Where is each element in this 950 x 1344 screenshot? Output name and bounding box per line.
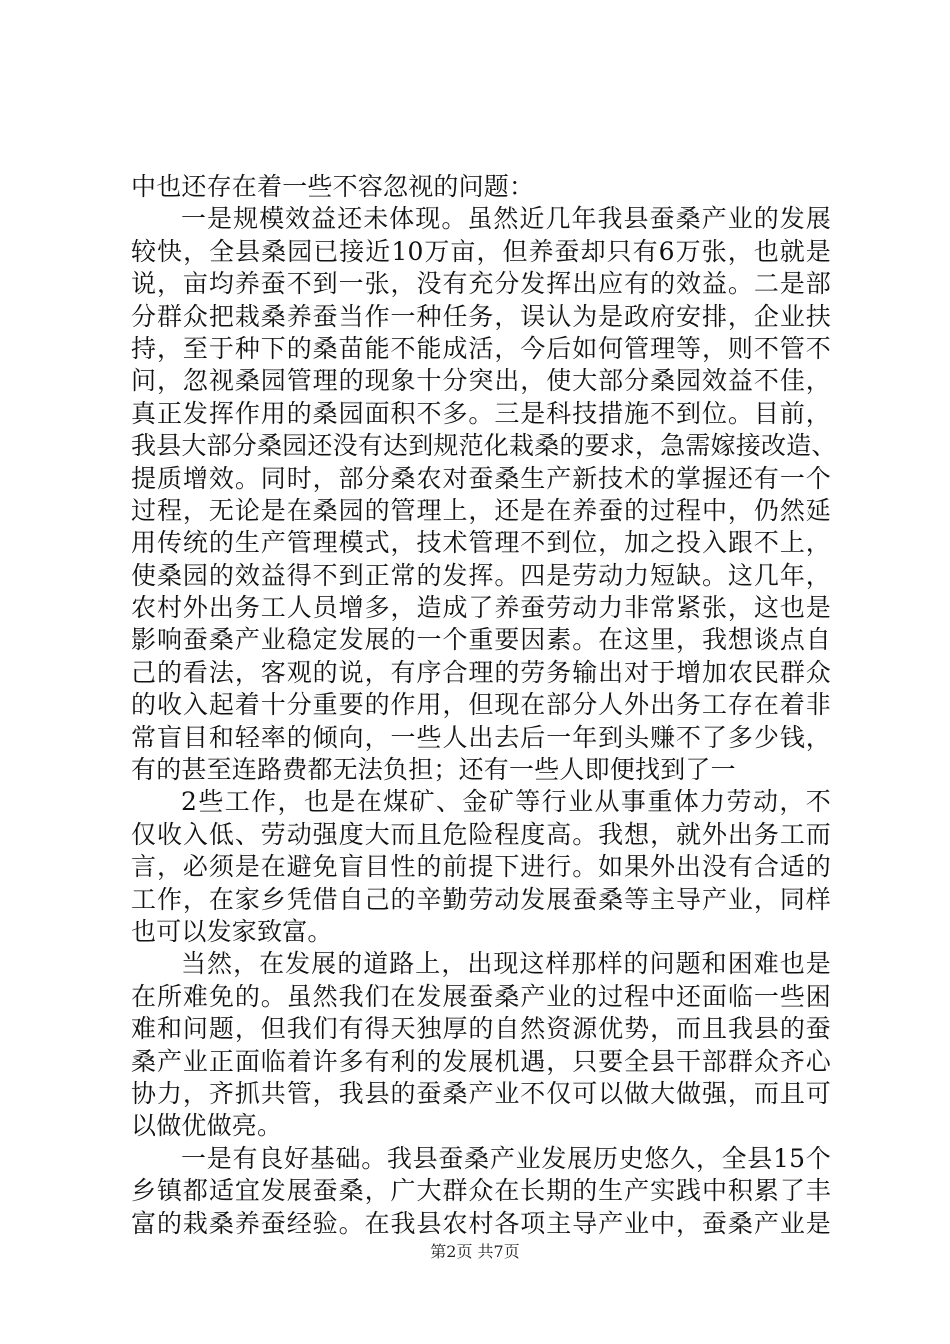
text-line: 常盲目和轻率的倾向，一些人出去后一年到头赚不了多少钱，: [131, 722, 831, 752]
text-line: 分群众把栽桑养蚕当作一种任务，误认为是政府安排，企业扶: [131, 301, 831, 331]
text-line: 问，忽视桑园管理的现象十分突出，使大部分桑园效益不佳，: [131, 366, 831, 396]
text-line: 当然，在发展的道路上，出现这样那样的问题和困难也是: [181, 949, 831, 979]
text-line: 也可以发家致富。: [131, 916, 333, 946]
text-line: 在所难免的。虽然我们在发展蚕桑产业的过程中还面临一些困: [131, 981, 831, 1011]
text-line: 乡镇都适宜发展蚕桑，广大群众在长期的生产实践中积累了丰: [131, 1176, 831, 1206]
text-line: 较快，全县桑园已接近10万亩，但养蚕却只有6万张，也就是: [131, 236, 831, 266]
text-line: 有的甚至连路费都无法负担；还有一些人即便找到了一: [131, 755, 736, 785]
text-line: 桑产业正面临着许多有利的发展机遇，只要全县干部群众齐心: [131, 1046, 831, 1076]
text-line: 使桑园的效益得不到正常的发挥。四是劳动力短缺。这几年，: [131, 560, 831, 590]
text-line: 的收入起着十分重要的作用，但现在部分人外出务工存在着非: [131, 690, 831, 720]
text-line: 我县大部分桑园还没有达到规范化栽桑的要求，急需嫁接改造、: [131, 431, 837, 461]
text-line: 富的栽桑养蚕经验。在我县农村各项主导产业中，蚕桑产业是: [131, 1208, 831, 1238]
text-line: 持，至于种下的桑苗能不能成活，今后如何管理等，则不管不: [131, 333, 831, 363]
text-line: 己的看法，客观的说，有序合理的劳务输出对于增加农民群众: [131, 657, 831, 687]
text-line: 以做优做亮。: [131, 1111, 283, 1141]
text-line: 用传统的生产管理模式，技术管理不到位，加之投入跟不上，: [131, 528, 831, 558]
text-line: 过程，无论是在桑园的管理上，还是在养蚕的过程中，仍然延: [131, 495, 831, 525]
text-line: 难和问题，但我们有得天独厚的自然资源优势，而且我县的蚕: [131, 1014, 831, 1044]
text-line: 工作，在家乡凭借自己的辛勤劳动发展蚕桑等主导产业，同样: [131, 884, 831, 914]
text-line: 影响蚕桑产业稳定发展的一个重要因素。在这里，我想谈点自: [131, 625, 831, 655]
text-line: 2些工作，也是在煤矿、金矿等行业从事重体力劳动，不: [181, 787, 831, 817]
text-line: 言，必须是在避免盲目性的前提下进行。如果外出没有合适的: [131, 852, 831, 882]
text-line: 中也还存在着一些不容忽视的问题：: [131, 172, 535, 201]
text-line: 一是规模效益还未体现。虽然近几年我县蚕桑产业的发展: [181, 204, 831, 234]
page-footer: 第2页 共7页: [430, 1242, 520, 1261]
text-line: 仅收入低、劳动强度大而且危险程度高。我想，就外出务工而: [131, 819, 831, 849]
text-line: 一是有良好基础。我县蚕桑产业发展历史悠久，全县15个: [181, 1143, 831, 1173]
text-line: 农村外出务工人员增多，造成了养蚕劳动力非常紧张，这也是: [131, 593, 831, 623]
text-line: 真正发挥作用的桑园面积不多。三是科技措施不到位。目前，: [131, 398, 831, 428]
text-line: 说，亩均养蚕不到一张，没有充分发挥出应有的效益。二是部: [131, 269, 831, 299]
body-text: [131, 171, 837, 1240]
text-line: 提质增效。同时，部分桑农对蚕桑生产新技术的掌握还有一个: [131, 463, 831, 493]
text-line: 协力，齐抓共管，我县的蚕桑产业不仅可以做大做强，而且可: [131, 1078, 831, 1108]
